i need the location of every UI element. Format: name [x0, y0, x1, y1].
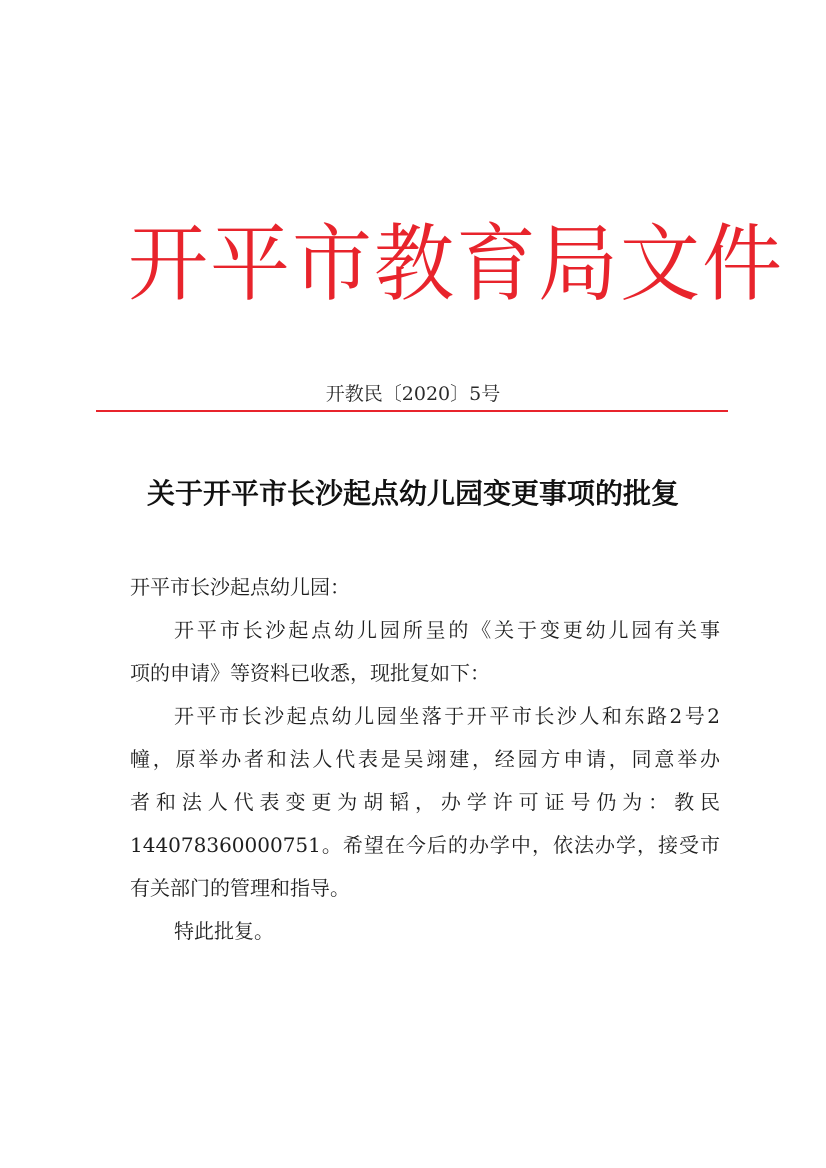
red-separator-line [96, 410, 728, 412]
masthead-title: 开平市教育局文件 [128, 215, 784, 313]
addressee: 开平市长沙起点幼儿园： [130, 575, 350, 599]
paragraph-2-line-4: 144078360000751。希望在今后的办学中，依法办学，接受市 [130, 833, 720, 857]
closing-line: 特此批复。 [174, 919, 274, 943]
paragraph-1-line-2: 项的申请》等资料已收悉，现批复如下： [130, 661, 490, 685]
paragraph-2 [130, 702, 720, 917]
paragraph-2-line-5: 有关部门的管理和指导。 [130, 876, 350, 900]
document-number: 开教民〔2020〕5号 [325, 383, 501, 405]
paragraph-1 [130, 616, 720, 702]
paragraph-2-line-2: 幢，原举办者和法人代表是吴翊建，经园方申请，同意举办 [130, 747, 720, 771]
document-body [130, 573, 720, 960]
paragraph-2-line-1: 开平市长沙起点幼儿园坐落于开平市长沙人和东路2号2 [174, 704, 720, 728]
paragraph-1-line-1: 开平市长沙起点幼儿园所呈的《关于变更幼儿园有关事 [174, 618, 720, 642]
paragraph-2-line-3: 者和法人代表变更为胡韬，办学许可证号仍为：教民 [130, 790, 720, 814]
document-title: 关于开平市长沙起点幼儿园变更事项的批复 [146, 477, 679, 510]
